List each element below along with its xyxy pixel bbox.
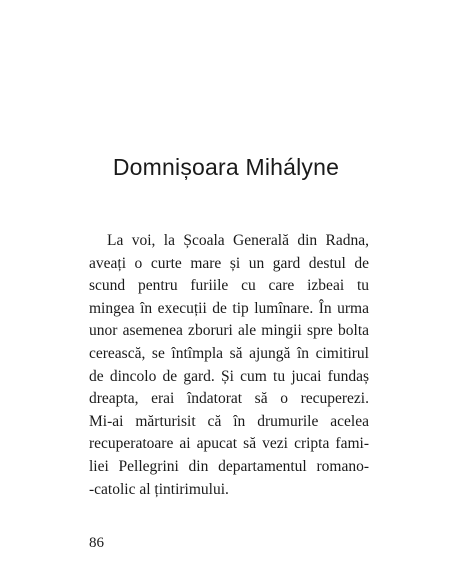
text-line: -catolic al țintirimului.	[89, 480, 229, 498]
text-line: de dincolo de gard. Și cum tu jucai fundaș	[89, 367, 369, 385]
text-line: liei Pellegrini din departamentul romano-	[89, 457, 369, 475]
text-line: unor asemenea zboruri ale mingii spre bolta	[89, 322, 369, 340]
text-line: cerească, se întîmpla să ajungă în cimitirul	[89, 344, 369, 362]
text-line: dreapta, erai îndatorat să o recuperezi.	[89, 390, 369, 408]
text-line: scund pentru furiile cu care izbeai tu	[89, 277, 369, 295]
text-line: mingea în execuții de tip lumînare. În urma	[89, 299, 369, 317]
text-line: recuperatoare ai apucat să vezi cripta fami-	[89, 435, 369, 453]
text-line: aveați o curte mare și un gard destul de	[89, 254, 369, 272]
text-line: Mi-ai mărturisit că în drumurile acelea	[89, 412, 369, 430]
page-number: 86	[89, 535, 104, 551]
body-paragraph	[89, 230, 369, 501]
chapter-title: Domnișoara Mihályne	[112, 154, 340, 180]
text-line: La voi, la Școala Generală din Radna,	[107, 232, 369, 249]
